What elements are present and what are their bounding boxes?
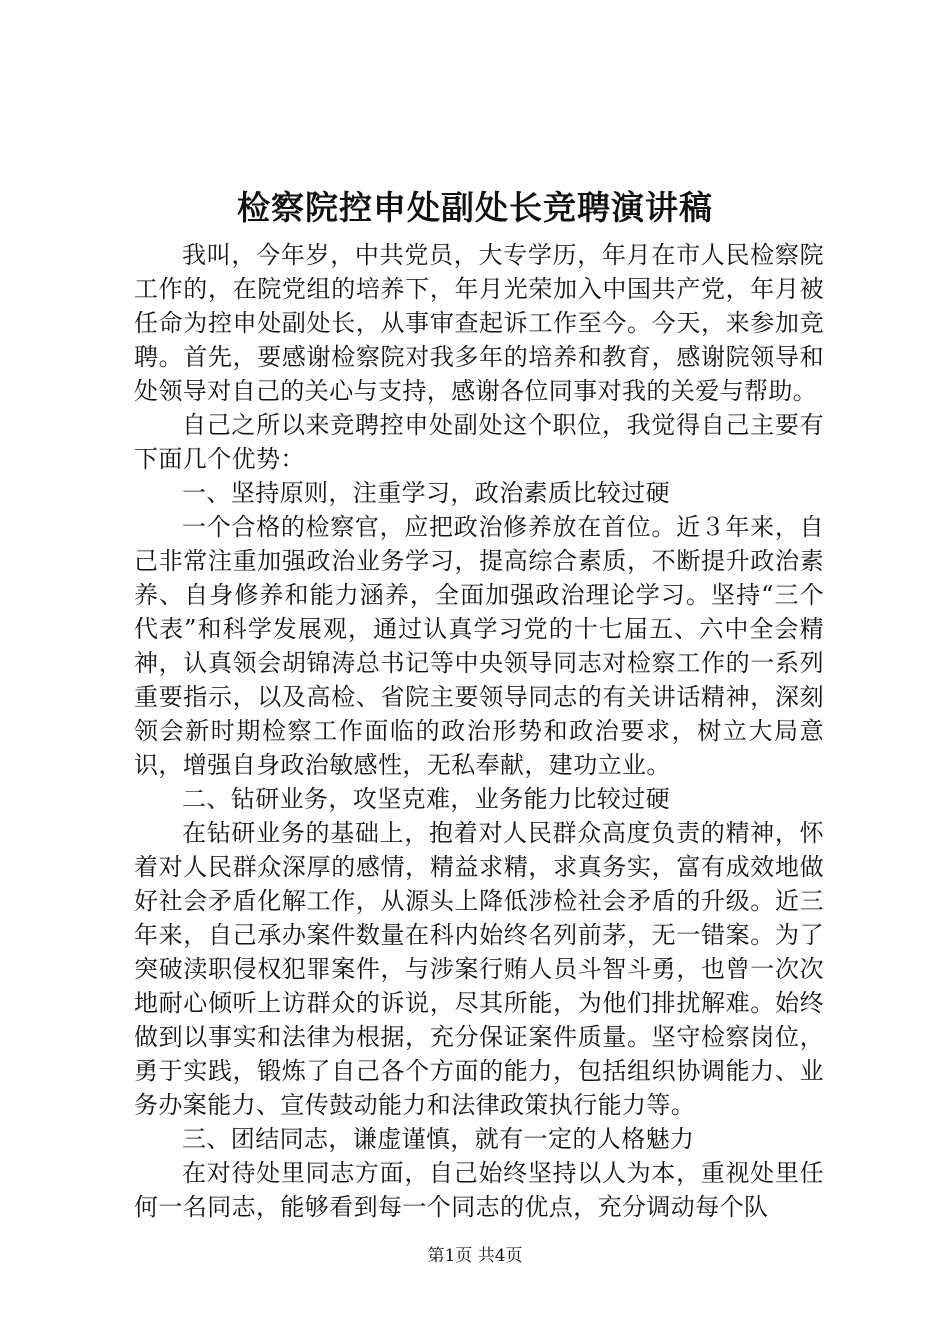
document-body bbox=[134, 238, 824, 1224]
paragraph-section-1: 一个合格的检察官，应把政治修养放在首位。近３年来，自己非常注重加强政治业务学习，提高综合素质，不断提升政治素养、自身修养和能力涵养，全面加强政治理论学习。坚持“三个代表”和科学发展观，通过认真学习党的十七届五、六中全会精神，认真领会胡锦涛总书记等中央领导同志对检察工作的一系列重要指示，以及高检、省院主要领导同志的有关讲话精神，深刻领会新时期检察工作面临的政治形势和政治要求，树立大局意识，增强自身政治敏感性，无私奉献，建功立业。 bbox=[134, 513, 824, 779]
section-heading-1: 一、坚持原则，注重学习，政治素质比较过硬 bbox=[182, 479, 670, 507]
paragraph-advantages-intro: 自己之所以来竞聘控申处副处这个职位，我觉得自己主要有下面几个优势： bbox=[134, 411, 824, 473]
paragraph-introduction: 我叫，今年岁，中共党员，大专学历，年月在市人民检察院工作的，在院党组的培养下，年月光荣加入中国共产党，年月被任命为控申处副处长，从事审查起诉工作至今。今天，来参加竞聘。首先，要感谢检察院对我多年的培养和教育，感谢院领导和处领导对自己的关心与支持，感谢各位同事对我的关爱与帮助。 bbox=[134, 241, 824, 405]
paragraph-section-3: 在对待处里同志方面，自己始终坚持以人为本，重视处里任何一名同志，能够看到每一个同志的优点，充分调动每个队 bbox=[134, 1159, 824, 1221]
page-footer: 第1页 共4页 bbox=[427, 1246, 523, 1266]
section-heading-3: 三、团结同志，谦虚谨慎，就有一定的人格魅力 bbox=[182, 1125, 695, 1153]
document-title: 检察院控申处副处长竞聘演讲稿 bbox=[237, 188, 713, 227]
section-heading-2: 二、钻研业务，攻坚克难，业务能力比较过硬 bbox=[182, 785, 670, 813]
paragraph-section-2: 在钻研业务的基础上，抱着对人民群众高度负责的精神，怀着对人民群众深厚的感情，精益求精，求真务实，富有成效地做好社会矛盾化解工作，从源头上降低涉检社会矛盾的升级。近三年来，自己承办案件数量在科内始终名列前茅，无一错案。为了突破渎职侵权犯罪案件，与涉案行贿人员斗智斗勇，也曾一次次地耐心倾听上访群众的诉说，尽其所能，为他们排扰解难。始终做到以事实和法律为根据，充分保证案件质量。坚守检察岗位，勇于实践，锻炼了自己各个方面的能力，包括组织协调能力、业务办案能力、宣传鼓动能力和法律政策执行能力等。 bbox=[134, 819, 824, 1119]
